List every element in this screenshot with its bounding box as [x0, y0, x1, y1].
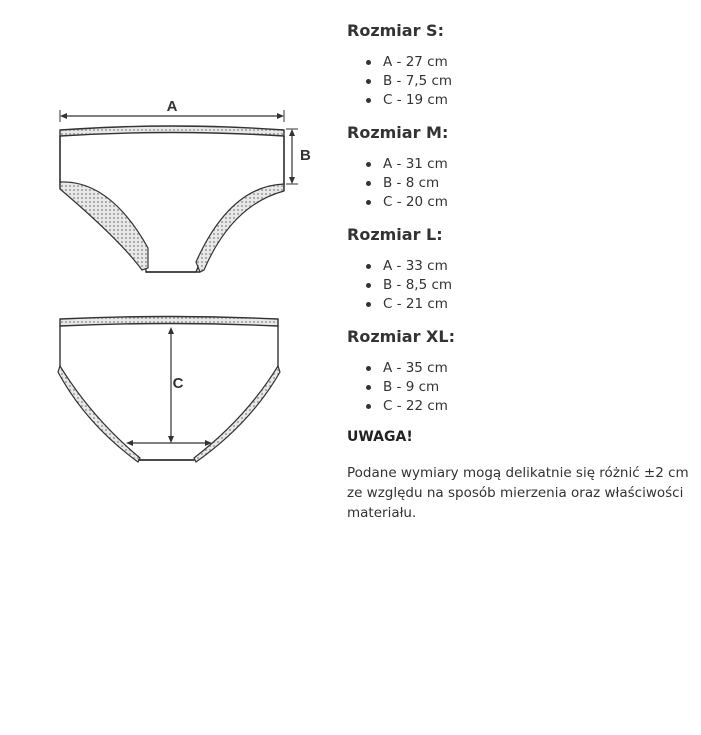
list-item: C - 19 cm	[364, 91, 692, 110]
size-diagram	[0, 0, 340, 480]
list-item: A - 35 cm	[364, 359, 692, 378]
size-l-list	[347, 257, 692, 314]
list-item: B - 9 cm	[364, 378, 692, 397]
size-m-list	[347, 155, 692, 212]
back-view	[58, 317, 280, 463]
list-item: C - 22 cm	[364, 397, 692, 416]
size-l-heading: Rozmiar L:	[347, 225, 443, 244]
size-xl-heading: Rozmiar XL:	[347, 327, 455, 346]
list-item: B - 8,5 cm	[364, 276, 692, 295]
size-s-heading: Rozmiar S:	[347, 21, 444, 40]
note-heading: UWAGA!	[347, 429, 413, 445]
size-xl-list	[347, 359, 692, 416]
note-text: Podane wymiary mogą delikatnie się różnić ±2 cm ze względu na sposób mierzenia oraz właściwości materiału.	[347, 465, 689, 521]
size-table	[347, 20, 692, 523]
list-item: B - 8 cm	[364, 174, 692, 193]
dimension-c-label: C	[172, 375, 184, 392]
dimension-a-label: A	[166, 98, 178, 115]
size-m-heading: Rozmiar M:	[347, 123, 449, 142]
list-item: A - 27 cm	[364, 53, 692, 72]
dimension-b-label: B	[300, 147, 311, 164]
list-item: C - 21 cm	[364, 295, 692, 314]
list-item: C - 20 cm	[364, 193, 692, 212]
list-item: A - 31 cm	[364, 155, 692, 174]
list-item: A - 33 cm	[364, 257, 692, 276]
size-s-list	[347, 53, 692, 110]
front-view	[60, 98, 311, 272]
list-item: B - 7,5 cm	[364, 72, 692, 91]
